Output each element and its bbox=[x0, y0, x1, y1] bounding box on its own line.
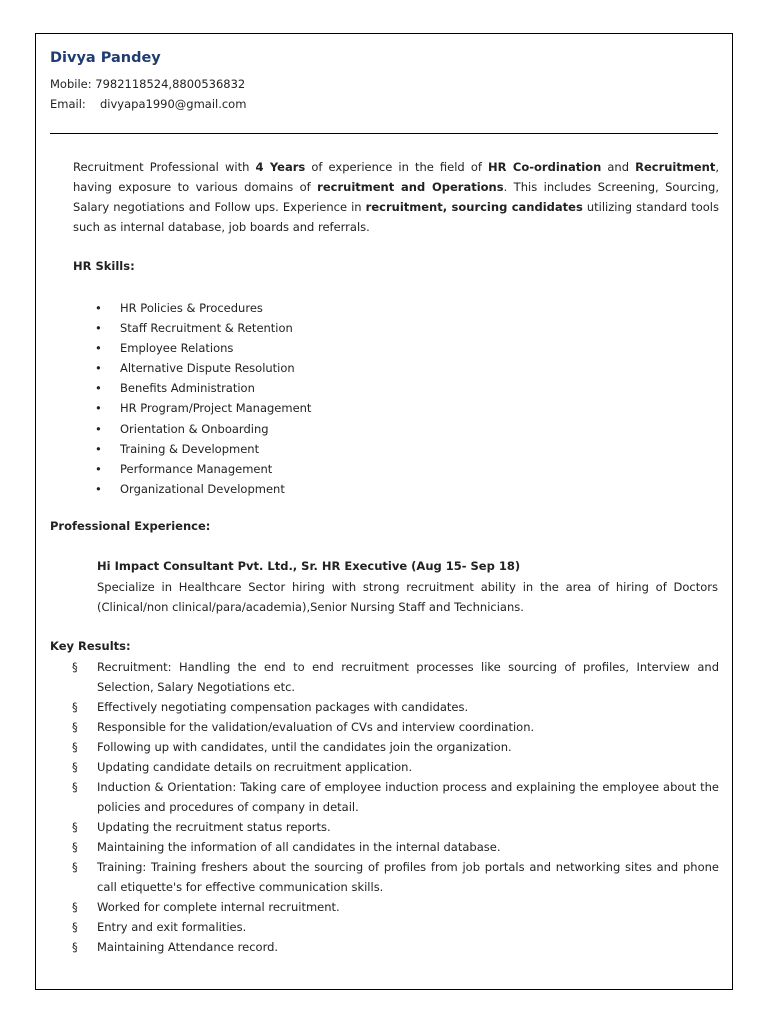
result-item: § Recruitment: Handling the end to end recruitment processes like sourcing of profiles, Interview and Selection, Salary Negotiations etc. bbox=[70, 657, 719, 697]
result-item: § Entry and exit formalities. bbox=[70, 917, 719, 937]
job-description: Specialize in Healthcare Sector hiring with strong recruitment ability in the area of hiring of Doctors (Clinical/non clinical/para/academia),Senior Nursing Staff and Technicians. bbox=[97, 580, 718, 614]
result-item: § Maintaining the information of all candidates in the internal database. bbox=[70, 837, 719, 857]
result-item: § Updating candidate details on recruitment application. bbox=[70, 757, 719, 777]
experience-heading: Professional Experience: bbox=[50, 519, 211, 533]
key-results-heading: Key Results: bbox=[50, 639, 131, 653]
resume-page bbox=[35, 33, 733, 990]
result-item: § Induction & Orientation: Taking care of employee induction process and explaining the employee about the policies and procedures of company in detail. bbox=[70, 777, 719, 817]
skill-item: • Alternative Dispute Resolution bbox=[92, 358, 311, 378]
skill-item: • Benefits Administration bbox=[92, 378, 311, 398]
summary-text: , having exposure to various domains of bbox=[73, 160, 719, 194]
skills-heading: HR Skills: bbox=[73, 259, 135, 273]
skill-item: • HR Program/Project Management bbox=[92, 398, 311, 418]
key-results-list bbox=[70, 657, 719, 957]
summary-text: . This includes Screening, Sourcing, Salary negotiations and Follow ups. Experience in bbox=[73, 180, 719, 214]
summary-text: of experience in the field of bbox=[305, 160, 488, 174]
skills-list bbox=[92, 298, 311, 499]
result-item: § Training: Training freshers about the sourcing of profiles from job portals and networking sites and phone call etiquette's for effective communication skills. bbox=[70, 857, 719, 897]
email-value: divyapa1990@gmail.com bbox=[100, 97, 247, 111]
skill-item: • Staff Recruitment & Retention bbox=[92, 318, 311, 338]
summary-paragraph bbox=[73, 157, 719, 237]
mobile-line: Mobile: 7982118524,8800536832 bbox=[50, 77, 246, 91]
summary-bold: recruitment and Operations bbox=[317, 180, 504, 194]
skill-item: • Employee Relations bbox=[92, 338, 311, 358]
summary-bold: 4 Years bbox=[255, 160, 306, 174]
summary-text: utilizing standard tools such as internal database, job boards and referrals. bbox=[73, 200, 719, 234]
result-item: § Following up with candidates, until the candidates join the organization. bbox=[70, 737, 719, 757]
header-divider bbox=[50, 133, 718, 134]
summary-bold: HR Co-ordination bbox=[488, 160, 602, 174]
summary-bold: Recruitment bbox=[635, 160, 716, 174]
result-item: § Updating the recruitment status reports. bbox=[70, 817, 719, 837]
result-item: § Effectively negotiating compensation packages with candidates. bbox=[70, 697, 719, 717]
skill-item: • Orientation & Onboarding bbox=[92, 419, 311, 439]
result-item: § Responsible for the validation/evaluation of CVs and interview coordination. bbox=[70, 717, 719, 737]
result-item: § Maintaining Attendance record. bbox=[70, 937, 719, 957]
summary-bold: recruitment, sourcing candidates bbox=[365, 200, 583, 214]
summary-text: and bbox=[601, 160, 636, 174]
skill-item: • HR Policies & Procedures bbox=[92, 298, 311, 318]
result-item: § Worked for complete internal recruitment. bbox=[70, 897, 719, 917]
skill-item: • Organizational Development bbox=[92, 479, 311, 499]
skill-item: • Performance Management bbox=[92, 459, 311, 479]
email-line bbox=[50, 97, 246, 111]
candidate-name: Divya Pandey bbox=[50, 50, 161, 66]
skill-item: • Training & Development bbox=[92, 439, 311, 459]
summary-text: Recruitment Professional with bbox=[73, 160, 256, 174]
job-title: Hi Impact Consultant Pvt. Ltd., Sr. HR Executive (Aug 15- Sep 18) bbox=[97, 559, 521, 573]
email-label: Email: bbox=[50, 97, 86, 111]
